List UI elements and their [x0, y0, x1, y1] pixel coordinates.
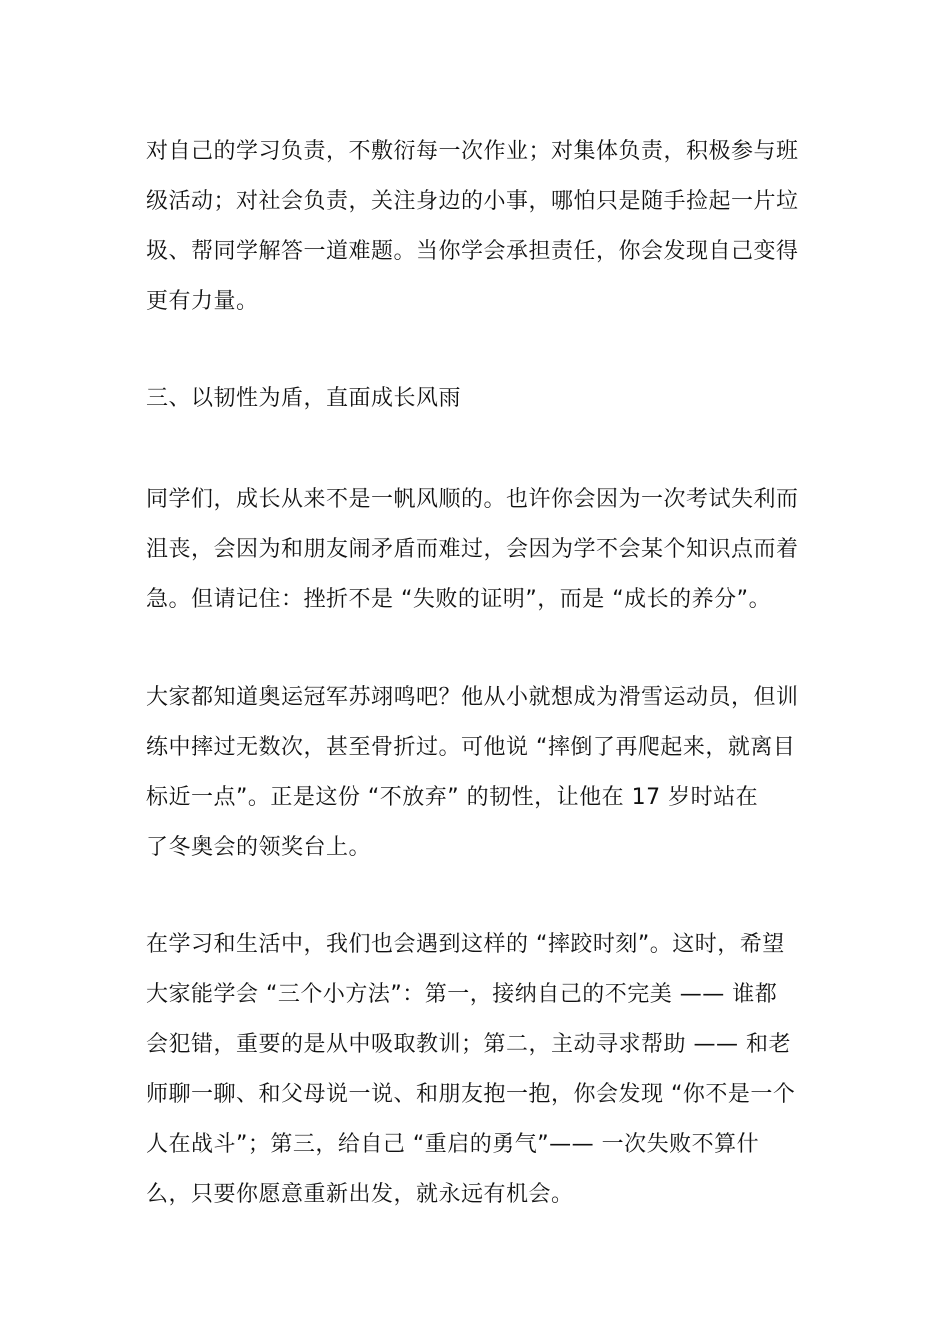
- text-line: 大家能学会 “三个小方法”：第一，接纳自己的不完美 —— 谁都: [146, 982, 778, 1007]
- section-heading: 三、以韧性为盾，直面成长风雨: [146, 386, 462, 411]
- text-line: 圾、帮同学解答一道难题。当你学会承担责任，你会发现自己变得: [146, 239, 799, 264]
- text-line: 更有力量。: [146, 289, 259, 314]
- text-line: 级活动；对社会负责，关注身边的小事，哪怕只是随手捡起一片垃: [146, 189, 799, 214]
- text-line: 人在战斗”；第三，给自己 “重启的勇气”—— 一次失败不算什: [146, 1132, 760, 1157]
- text-line: 会犯错，重要的是从中吸取教训；第二，主动寻求帮助 —— 和老: [146, 1032, 791, 1057]
- text-line: 对自己的学习负责，不敷衍每一次作业；对集体负责，积极参与班: [146, 139, 799, 164]
- text-line: 在学习和生活中，我们也会遇到这样的 “摔跤时刻”。这时，希望: [146, 932, 785, 957]
- text-line: 么，只要你愿意重新出发，就永远有机会。: [146, 1182, 574, 1207]
- text-line: 急。但请记住：挫折不是 “失败的证明”，而是 “成长的养分”。: [146, 587, 772, 612]
- text-line: 同学们，成长从来不是一帆风顺的。也许你会因为一次考试失利而: [146, 487, 799, 512]
- text-line: 大家都知道奥运冠军苏翊鸣吧？他从小就想成为滑雪运动员，但训: [146, 685, 799, 710]
- text-line: 标近一点”。正是这份 “不放弃” 的韧性，让他在 17 岁时站在: [146, 785, 759, 810]
- text-line: 师聊一聊、和父母说一说、和朋友抱一抱，你会发现 “你不是一个: [146, 1082, 796, 1107]
- text-line: 了冬奥会的领奖台上。: [146, 835, 372, 860]
- text-line: 练中摔过无数次，甚至骨折过。可他说 “摔倒了再爬起来，就离目: [146, 735, 796, 760]
- text-line: 沮丧，会因为和朋友闹矛盾而难过，会因为学不会某个知识点而着: [146, 537, 799, 562]
